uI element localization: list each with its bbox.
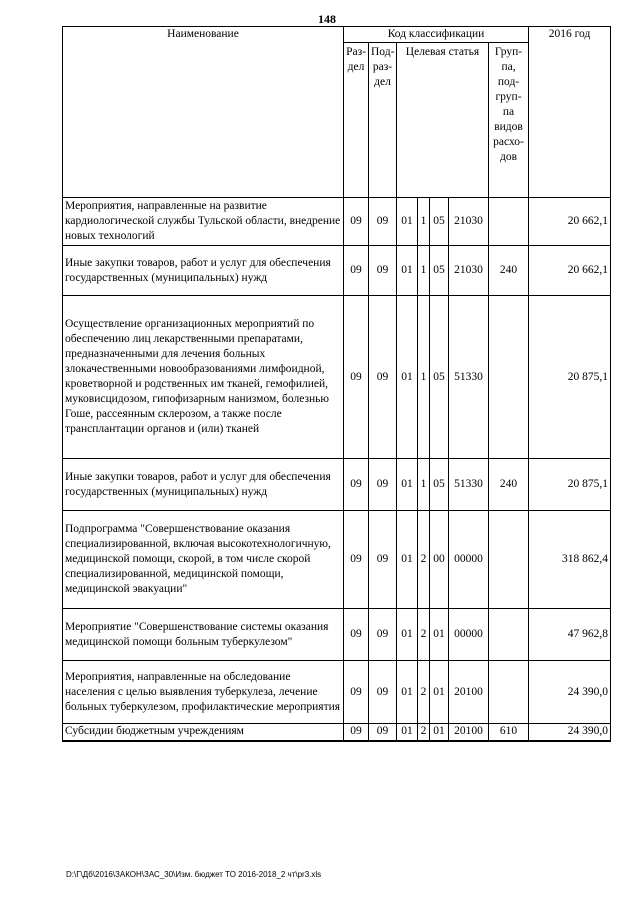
header-classification: Код классификации (344, 27, 529, 43)
row-cs2: 1 (418, 198, 430, 246)
row-cs4: 21030 (449, 246, 489, 296)
row-razdel: 09 (344, 459, 369, 511)
table-row (63, 246, 611, 296)
footer-file-path: D:\Г\Дб\2016\ЗАКОН\ЗАС_30\Изм. бюджет ТО 2016-2018_2 чт\pr3.xls (66, 870, 322, 879)
row-podrazdel: 09 (369, 246, 397, 296)
header-expense-group: Груп-па, под-груп-па видов расхо-дов (489, 43, 529, 198)
row-name: Субсидии бюджетным учреждениям (63, 724, 344, 741)
row-cs2: 1 (418, 296, 430, 459)
row-cs3: 05 (430, 296, 449, 459)
row-cs4: 51330 (449, 296, 489, 459)
row-cs2: 1 (418, 459, 430, 511)
row-podrazdel: 09 (369, 609, 397, 661)
row-podrazdel: 09 (369, 459, 397, 511)
row-cs2: 2 (418, 609, 430, 661)
row-cs3: 01 (430, 661, 449, 724)
row-cs2: 2 (418, 724, 430, 741)
row-name: Мероприятия, направленные на развитие кардиологической службы Тульской области, внедрение новых технологий (63, 198, 344, 246)
row-name: Иные закупки товаров, работ и услуг для обеспечения государственных (муниципальных) нужд (63, 459, 344, 511)
row-cs4: 21030 (449, 198, 489, 246)
table-row (63, 459, 611, 511)
row-cs4: 20100 (449, 661, 489, 724)
row-cs2: 1 (418, 246, 430, 296)
row-cs4: 00000 (449, 511, 489, 609)
row-cs4: 00000 (449, 609, 489, 661)
row-razdel: 09 (344, 511, 369, 609)
table-row (63, 724, 611, 741)
row-amount: 20 662,1 (529, 246, 611, 296)
row-razdel: 09 (344, 661, 369, 724)
row-amount: 20 875,1 (529, 459, 611, 511)
header-target-article: Целевая статья (397, 43, 489, 198)
table-row (63, 296, 611, 459)
row-vid (489, 609, 529, 661)
row-podrazdel: 09 (369, 198, 397, 246)
table-row (63, 609, 611, 661)
row-vid (489, 511, 529, 609)
row-razdel: 09 (344, 296, 369, 459)
row-vid (489, 296, 529, 459)
row-vid: 240 (489, 459, 529, 511)
header-name: Наименование (63, 27, 344, 198)
row-amount: 20 662,1 (529, 198, 611, 246)
row-vid: 610 (489, 724, 529, 741)
row-name: Мероприятия, направленные на обследование населения с целью выявления туберкулеза, лечение больных туберкулезом, профилактические мероприятия (63, 661, 344, 724)
row-razdel: 09 (344, 198, 369, 246)
row-amount: 20 875,1 (529, 296, 611, 459)
row-cs3: 01 (430, 609, 449, 661)
row-cs1: 01 (397, 459, 418, 511)
table-row (63, 198, 611, 246)
row-amount: 24 390,0 (529, 724, 611, 741)
row-name: Мероприятие "Совершенствование системы оказания медицинской помощи больным туберкулезом" (63, 609, 344, 661)
row-cs1: 01 (397, 296, 418, 459)
row-cs1: 01 (397, 724, 418, 741)
budget-table (62, 26, 611, 742)
row-name: Иные закупки товаров, работ и услуг для обеспечения государственных (муниципальных) нужд (63, 246, 344, 296)
row-name: Осуществление организационных мероприятий по обеспечению лиц лекарственными препаратами, предназначенными для лечения больных злокачественными новообразованиями лимфоидной, кроветворной и родственных им тканей, гемофилией, муковисцидозом, гипофизарным нанизмом, болезнью Гоше, рассеянным склерозом, а также после трансплантации органов и (или) тканей (63, 296, 344, 459)
row-cs1: 01 (397, 246, 418, 296)
table-row (63, 661, 611, 724)
table-row (63, 511, 611, 609)
page-number: 148 (318, 12, 336, 26)
row-podrazdel: 09 (369, 511, 397, 609)
row-amount: 47 962,8 (529, 609, 611, 661)
row-cs4: 20100 (449, 724, 489, 741)
row-amount: 24 390,0 (529, 661, 611, 724)
row-razdel: 09 (344, 246, 369, 296)
row-podrazdel: 09 (369, 724, 397, 741)
row-cs3: 00 (430, 511, 449, 609)
row-vid (489, 661, 529, 724)
row-podrazdel: 09 (369, 296, 397, 459)
row-cs1: 01 (397, 609, 418, 661)
row-razdel: 09 (344, 724, 369, 741)
row-cs3: 05 (430, 459, 449, 511)
row-cs1: 01 (397, 661, 418, 724)
row-name: Подпрограмма "Совершенствование оказания специализированной, включая высокотехнологичную, медицинской помощи, скорой, в том числе скорой специализированной, медицинской помощи, медицинской эвакуации" (63, 511, 344, 609)
header-subsection: Под-раз-дел (369, 43, 397, 198)
header-year: 2016 год (529, 27, 611, 198)
header-section: Раз-дел (344, 43, 369, 198)
row-cs3: 05 (430, 198, 449, 246)
row-cs1: 01 (397, 198, 418, 246)
row-vid (489, 198, 529, 246)
row-amount: 318 862,4 (529, 511, 611, 609)
row-vid: 240 (489, 246, 529, 296)
row-cs2: 2 (418, 511, 430, 609)
row-cs4: 51330 (449, 459, 489, 511)
row-cs3: 05 (430, 246, 449, 296)
row-cs2: 2 (418, 661, 430, 724)
row-cs1: 01 (397, 511, 418, 609)
row-podrazdel: 09 (369, 661, 397, 724)
row-cs3: 01 (430, 724, 449, 741)
row-razdel: 09 (344, 609, 369, 661)
